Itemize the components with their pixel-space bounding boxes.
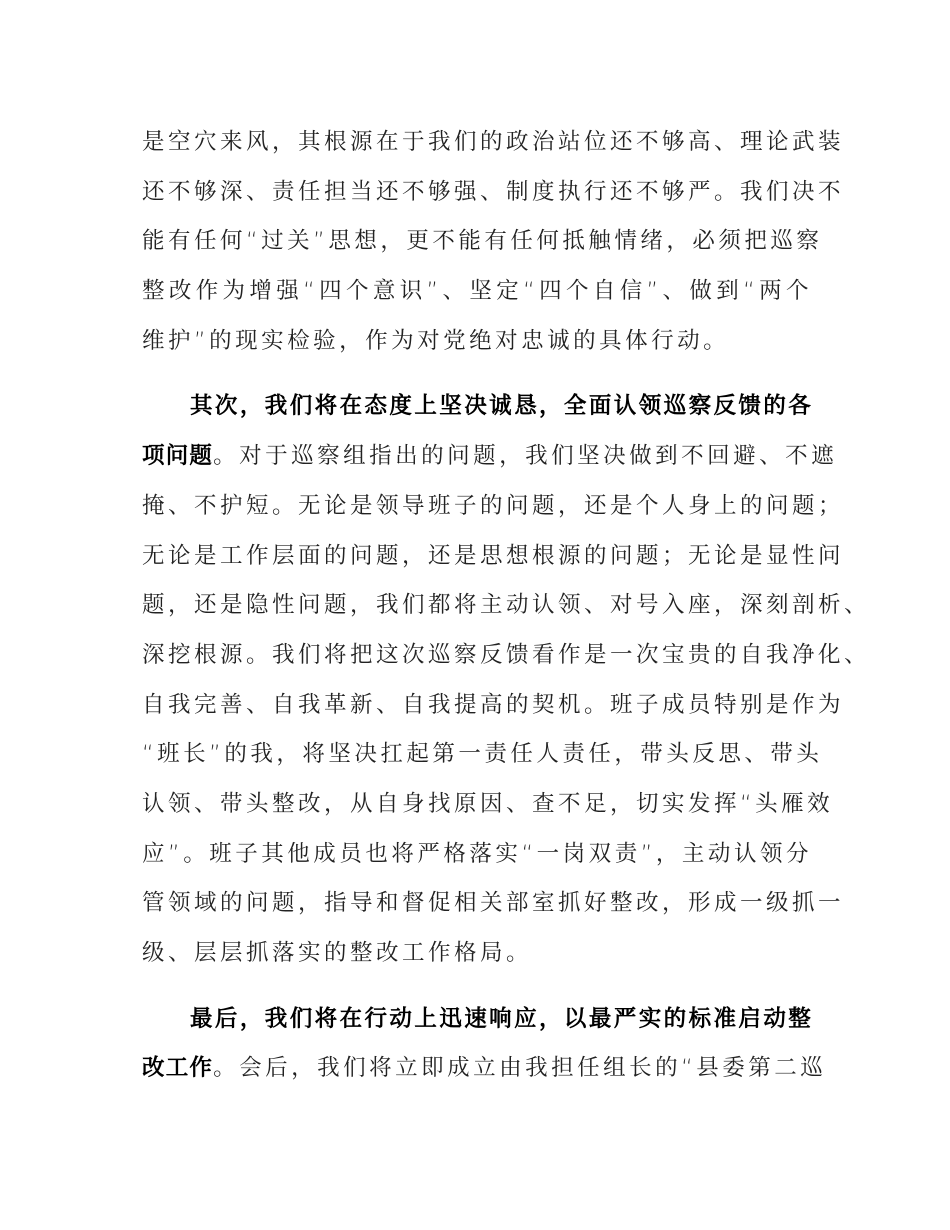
- text-line: 认领、带头整改，从自身找原因、查不足，切实发挥“头雁效: [142, 790, 834, 817]
- text-line: 还不够深、责任担当还不够强、制度执行还不够严。我们决不: [142, 178, 845, 205]
- text-line: 管领域的问题，指导和督促相关部室抓好整改，形成一级抓一: [142, 890, 845, 917]
- text-line: 深挖根源。我们将把这次巡察反馈看作是一次宝贵的自我净化、: [142, 641, 871, 668]
- bold-heading-text: 改工作: [142, 1055, 214, 1082]
- text-line: 自我完善、自我革新、自我提高的契机。班子成员特别是作为: [142, 691, 845, 718]
- paragraph-2: [142, 382, 871, 978]
- document-page: [142, 118, 871, 1110]
- paragraph-1: [142, 118, 845, 366]
- text-line: [142, 432, 838, 482]
- text-line: [142, 995, 812, 1045]
- text-line: 是空穴来风，其根源在于我们的政治站位还不够高、理论武装: [142, 129, 845, 155]
- body-text: 。会后，我们将立即成立由我担任组长的“县委第二巡: [213, 1055, 827, 1082]
- text-line: 无论是工作层面的问题，还是思想根源的问题；无论是显性问: [142, 542, 845, 569]
- text-line: “班长”的我，将坚决扛起第一责任人责任，带头反思、带头: [142, 741, 823, 768]
- bold-heading-text: 项问题: [142, 443, 214, 470]
- text-line: 级、层层抓落实的整改工作格局。: [142, 940, 533, 966]
- body-text: 。对于巡察组指出的问题，我们坚决做到不回避、不遮: [213, 443, 838, 470]
- text-line: 维护”的现实检验，作为对党绝对忠诚的具体行动。: [142, 327, 730, 354]
- text-line: [142, 382, 812, 432]
- paragraph-3: [142, 995, 827, 1094]
- text-line: [142, 1044, 827, 1094]
- text-line: 整改作为增强“四个意识”、坚定“四个自信”、做到“两个: [142, 278, 812, 305]
- bold-heading-text: 最后，我们将在行动上迅速响应，以最严实的标准启动整: [190, 1005, 812, 1032]
- text-line: 题，还是隐性问题，我们都将主动认领、对号入座，深刻剖析、: [142, 592, 871, 619]
- text-line: 能有任何“过关”思想，更不能有任何抵触情绪，必须把巡察: [142, 228, 823, 255]
- text-line: 掩、不护短。无论是领导班子的问题，还是个人身上的问题；: [142, 492, 845, 519]
- bold-heading-text: 其次，我们将在态度上坚决诚恳，全面认领巡察反馈的各: [190, 393, 812, 420]
- text-line: 应”。班子其他成员也将严格落实“一岗双责”，主动认领分: [142, 840, 812, 867]
